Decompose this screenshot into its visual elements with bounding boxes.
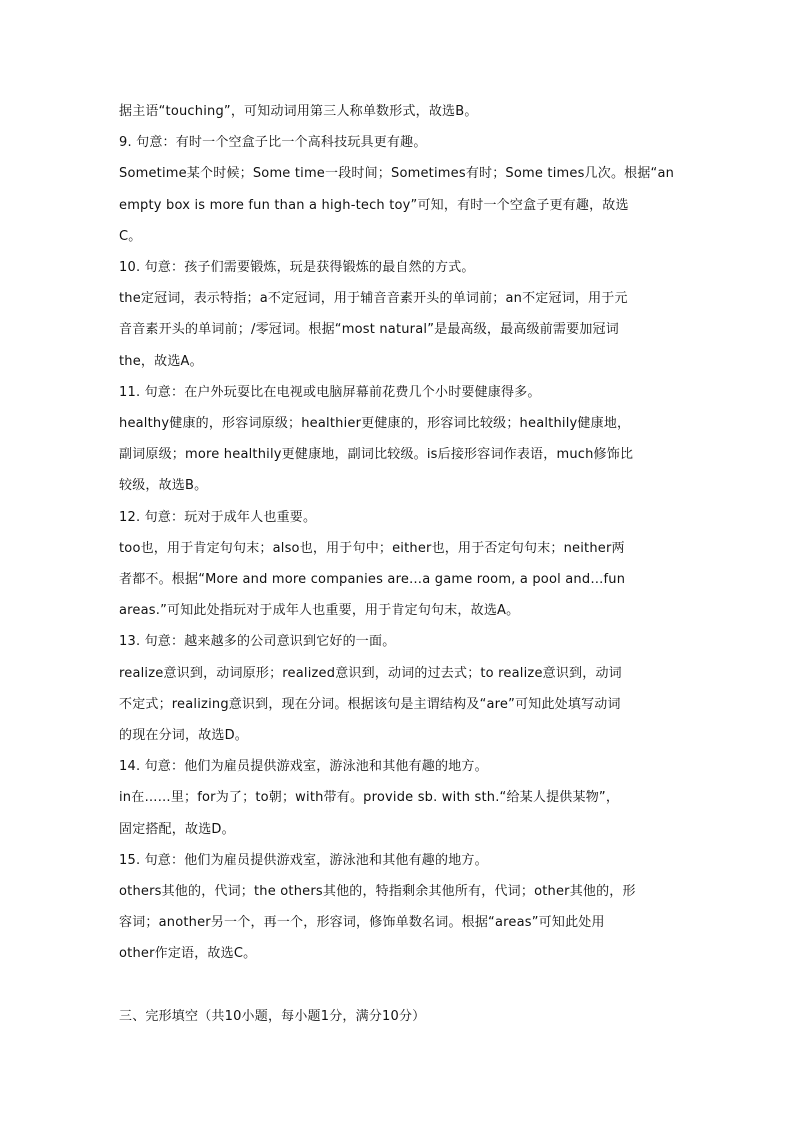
paragraph-line: C。: [119, 228, 142, 244]
paragraph-line: 容词；another另一个，再一个，形容词，修饰单数名词。根据“areas”可知此处用: [119, 915, 605, 931]
paragraph-line: Sometime某个时候；Some time一段时间；Sometimes有时；Some times几次。根据“an: [119, 166, 675, 182]
paragraph-line: 的现在分词，故选D。: [119, 728, 249, 743]
question-heading: 12. 句意：玩对于成年人也重要。: [119, 509, 317, 525]
question-heading: 11. 句意：在户外玩耍比在电视或电脑屏幕前花费几个小时要健康得多。: [119, 384, 541, 400]
paragraph-line: 据主语“touching”，可知动词用第三人称单数形式，故选B。: [119, 104, 478, 119]
paragraph-line: the，故选A。: [119, 353, 203, 369]
paragraph-line: the定冠词，表示特指；a不定冠词，用于辅音音素开头的单词前；an不定冠词，用于元: [119, 291, 628, 307]
paragraph-line: realize意识到，动词原形；realized意识到，动词的过去式；to realize意识到，动词: [119, 665, 622, 681]
paragraph-line: in在……里；for为了；to朝；with带有。provide sb. with sth.“给某人提供某物”，: [119, 790, 620, 806]
paragraph-line: 不定式；realizing意识到，现在分词。根据该句是主谓结构及“are”可知此处填写动词: [119, 696, 621, 712]
paragraph-line: 固定搭配，故选D。: [119, 821, 235, 837]
question-heading: 13. 句意：越来越多的公司意识到它好的一面。: [119, 634, 396, 650]
paragraph-line: 较级，故选B。: [119, 478, 208, 494]
section-heading: 三、完形填空（共10小题，每小题1分，满分10分）: [119, 1009, 426, 1024]
paragraph-line: other作定语，故选C。: [119, 946, 257, 962]
paragraph-line: 音音素开头的单词前；/零冠词。根据“most natural”是最高级，最高级前需要加冠词: [119, 322, 619, 338]
paragraph-line: empty box is more fun than a high-tech toy”可知，有时一个空盒子更有趣，故选: [119, 197, 629, 213]
paragraph-line: 副词原级；more healthily更健康地，副词比较级。is后接形容词作表语，much修饰比: [119, 447, 634, 463]
question-heading: 10. 句意：孩子们需要锻炼，玩是获得锻炼的最自然的方式。: [119, 260, 475, 275]
paragraph-line: healthy健康的，形容词原级；healthier更健康的，形容词比较级；healthily健康地，: [119, 416, 631, 431]
paragraph-line: areas.”可知此处指玩对于成年人也重要，用于肯定句句末，故选A。: [119, 603, 520, 619]
paragraph-line: 者都不。根据“More and more companies are…a game room, a pool and…fun: [119, 572, 626, 587]
question-heading: 9. 句意：有时一个空盒子比一个高科技玩具更有趣。: [119, 135, 427, 151]
paragraph-line: others其他的，代词；the others其他的，特指剩余其他所有，代词；other其他的，形: [119, 884, 636, 899]
question-heading: 15. 句意：他们为雇员提供游戏室，游泳池和其他有趣的地方。: [119, 852, 488, 868]
paragraph-line: too也，用于肯定句句末；also也，用于句中；either也，用于否定句句末；neither两: [119, 540, 625, 556]
question-heading: 14. 句意：他们为雇员提供游戏室，游泳池和其他有趣的地方。: [119, 759, 488, 775]
